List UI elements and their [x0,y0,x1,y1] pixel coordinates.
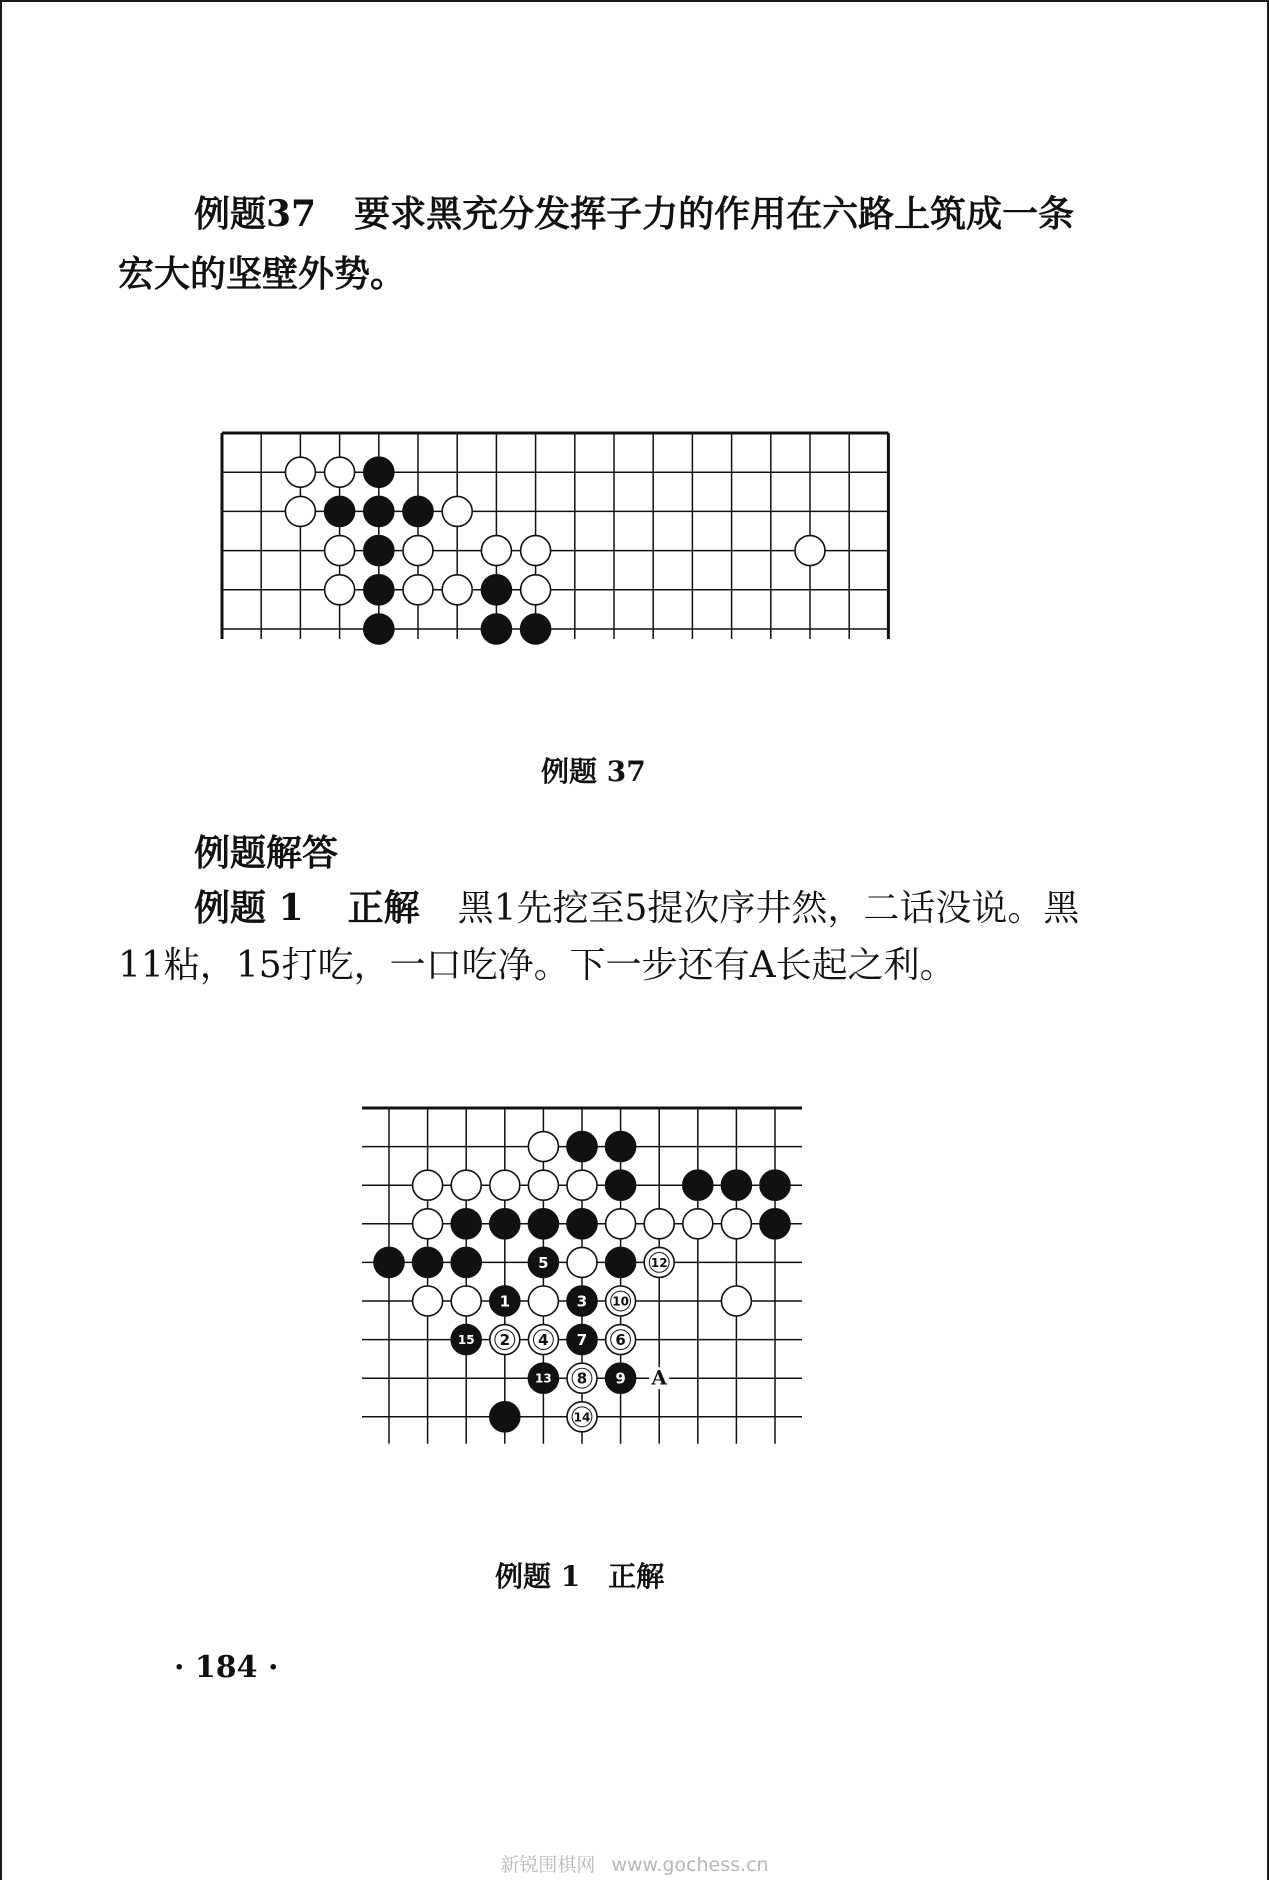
numbered-black-stone [606,1363,636,1393]
black-stone [760,1209,790,1239]
white-stone [413,1286,443,1316]
footer-url: www.gochess.cn [611,1854,769,1876]
stone-move-number: 7 [576,1331,588,1350]
answer1-caption: 例题 1 正解 [495,1560,665,1593]
numbered-black-stone [567,1325,597,1355]
white-stone [325,536,355,566]
black-stone [364,575,394,605]
numbered-white-stone [528,1325,558,1355]
stone-move-number: 10 [612,1294,629,1309]
stone-move-number: 3 [576,1292,588,1311]
white-stone [521,575,551,605]
go-board-problem37 [202,412,962,708]
go-board-answer1 [362,1082,882,1490]
black-stone [521,614,551,644]
white-stone [795,536,825,566]
stone-move-number: 14 [573,1410,591,1425]
numbered-white-stone [606,1325,636,1355]
white-stone [490,1170,520,1200]
black-stone [760,1170,790,1200]
white-stone [521,536,551,566]
black-stone [364,614,394,644]
white-stone [442,575,472,605]
answer1-line2: 11粘，15打吃，一口吃净。下一步还有A长起之利。 [118,945,956,986]
black-stone [325,496,355,526]
numbered-black-stone [490,1286,520,1316]
white-stone [721,1286,751,1316]
black-stone [481,614,511,644]
black-stone [606,1132,636,1162]
stone-move-number: 2 [499,1331,511,1350]
numbered-white-stone [490,1325,520,1355]
footer-site-name: 新锐围棋网 [500,1854,596,1876]
white-stone [606,1209,636,1239]
numbered-white-stone [644,1247,674,1277]
white-stone [481,536,511,566]
numbered-black-stone [528,1247,558,1277]
answer1-label: 例题 1 [194,887,304,929]
black-stone [721,1170,751,1200]
answer1-sublabel: 正解 [347,887,420,929]
stone-move-number: 4 [538,1331,549,1350]
problem37-line1 [194,185,1074,243]
white-stone [285,496,315,526]
black-stone [683,1170,713,1200]
white-stone [644,1209,674,1239]
problem37-board-edges [222,433,888,639]
stone-move-number: 15 [457,1333,475,1348]
problem37-label: 例题37 [194,193,317,235]
black-stone [481,575,511,605]
black-stone [528,1209,558,1239]
answers-heading: 例题解答 [194,832,339,874]
stone-move-number: 1 [499,1292,511,1311]
answer1-text-line1: 黑1先挖至5提次序井然，二话没说。黑 [457,888,1080,929]
black-stone [567,1132,597,1162]
numbered-black-stone [451,1325,481,1355]
stone-move-number: 12 [650,1255,668,1270]
black-stone [567,1209,597,1239]
stone-move-number: 13 [535,1371,552,1386]
white-stone [567,1170,597,1200]
black-stone [490,1402,520,1432]
stone-move-number: 5 [538,1253,549,1272]
answer1-line1 [194,879,1079,938]
white-stone [403,575,433,605]
problem37-grid [222,433,888,639]
white-stone [721,1209,751,1239]
white-stone [442,496,472,526]
white-stone [451,1170,481,1200]
black-stone [374,1247,404,1277]
black-stone [413,1247,443,1277]
white-stone [413,1170,443,1200]
watermark-footer [2,1850,1267,1877]
black-stone [451,1247,481,1277]
white-stone [528,1286,558,1316]
white-stone [325,457,355,487]
black-stone [490,1209,520,1239]
white-stone [413,1209,443,1239]
problem37-caption: 例题 37 [541,755,646,788]
numbered-black-stone [528,1363,558,1393]
white-stone [528,1170,558,1200]
white-stone [567,1247,597,1277]
white-stone [325,575,355,605]
board-marker-label: A [651,1365,667,1390]
black-stone [606,1170,636,1200]
numbered-white-stone [567,1363,597,1393]
stone-move-number: 8 [576,1369,588,1388]
black-stone [364,496,394,526]
problem37-text-line1: 要求黑充分发挥子力的作用在六路上筑成一条 [354,193,1075,235]
white-stone [683,1209,713,1239]
black-stone [364,536,394,566]
problem37-line2: 宏大的坚壁外势。 [118,253,407,295]
numbered-white-stone [606,1286,636,1316]
black-stone [403,496,433,526]
page-number: · 184 · [174,1650,279,1685]
white-stone [285,457,315,487]
numbered-black-stone [567,1286,597,1316]
white-stone [403,536,433,566]
numbered-white-stone [567,1402,597,1432]
stone-move-number: 6 [615,1331,626,1350]
black-stone [451,1209,481,1239]
black-stone [606,1247,636,1277]
white-stone [528,1132,558,1162]
white-stone [451,1286,481,1316]
black-stone [364,457,394,487]
stone-move-number: 9 [615,1369,626,1388]
